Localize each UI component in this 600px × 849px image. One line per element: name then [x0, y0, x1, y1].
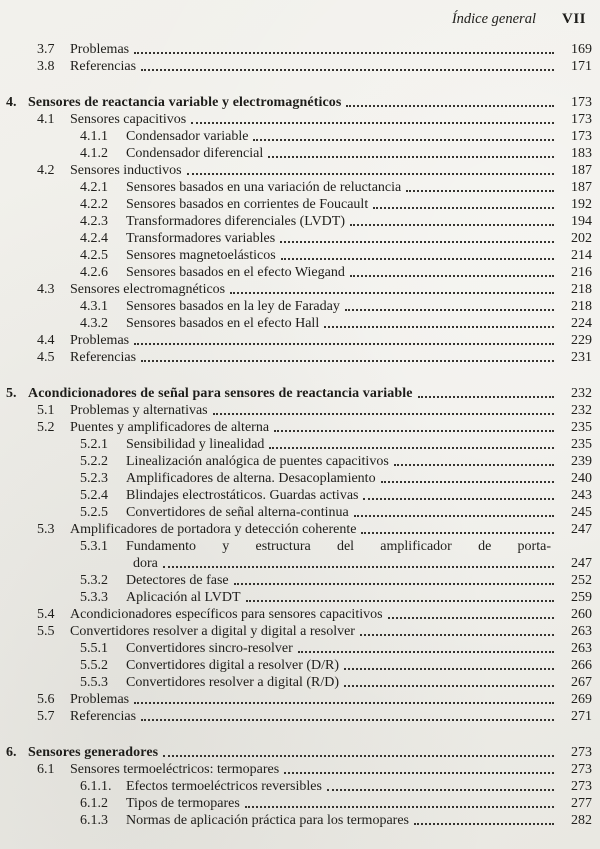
toc-entry-title: Problemas [70, 692, 130, 707]
leader-dots [363, 498, 554, 500]
toc-entry-page: 218 [571, 282, 592, 297]
toc-entry-page: 282 [571, 813, 592, 828]
toc-entry [6, 385, 592, 402]
toc-entry-page: 263 [571, 624, 592, 639]
toc-entry-title: Acondicionadores de señal para sensores de reactancia variable [28, 386, 413, 401]
toc-entry-number: 4.2.4 [80, 231, 108, 246]
toc-entry-title: Referencias [70, 709, 137, 724]
toc-entry-number: 4.2.1 [80, 180, 108, 195]
toc-entry [6, 795, 592, 812]
toc-entry [6, 572, 592, 589]
leader-dots [163, 755, 554, 757]
toc-entry-title: Acondicionadores específicos para sensores capacitivos [70, 607, 383, 622]
toc-entry-number: 3.7 [37, 42, 55, 57]
toc-entry-page: 247 [571, 556, 592, 571]
toc-entry [6, 419, 592, 436]
toc-entry [6, 179, 592, 196]
toc-entry [6, 487, 592, 504]
toc-entry-page: 263 [571, 641, 592, 656]
toc-entry [6, 470, 592, 487]
leader-dots [381, 481, 554, 483]
toc-entry [6, 453, 592, 470]
toc-entry-title: Sensores generadores [28, 745, 159, 760]
toc-entry [6, 504, 592, 521]
leader-dots [284, 772, 554, 774]
toc-entry-title: Referencias [70, 350, 137, 365]
toc-entry-number: 5.5.2 [80, 658, 108, 673]
leader-dots [344, 685, 554, 687]
toc-entry-number: 4.2.6 [80, 265, 108, 280]
toc-entry-page: 235 [571, 437, 592, 452]
toc-entry-page: 239 [571, 454, 592, 469]
toc-entry [6, 436, 592, 453]
toc-entry-title: Sensores termoeléctricos: termopares [70, 762, 280, 777]
toc-entry-page: 269 [571, 692, 592, 707]
leader-dots [350, 275, 554, 277]
toc-entry-number: 5. [6, 386, 17, 401]
toc-entry-number: 4.3.2 [80, 316, 108, 331]
toc-entry-page: 202 [571, 231, 592, 246]
leader-dots [230, 292, 554, 294]
leader-dots [344, 668, 554, 670]
leader-dots [246, 600, 554, 602]
toc-entry [6, 521, 592, 538]
toc-entry-number: 4.1.1 [80, 129, 108, 144]
leader-dots [414, 823, 554, 825]
toc-entry-title: Problemas [70, 42, 130, 57]
toc-entry-number: 5.2.4 [80, 488, 108, 503]
leader-dots [269, 447, 554, 449]
toc-entry [6, 315, 592, 332]
toc-entry-page: 232 [571, 403, 592, 418]
toc-entry-number: 5.2.5 [80, 505, 108, 520]
toc-entry-page: 232 [571, 386, 592, 401]
folio-page-number: VII [561, 11, 586, 27]
toc-entry-number: 4.2.5 [80, 248, 108, 263]
toc-entry [6, 196, 592, 213]
toc-entry-page: 216 [571, 265, 592, 280]
toc-entry-number: 5.3.1 [80, 539, 108, 554]
toc-entry [6, 264, 592, 281]
toc-entry-title: Amplificadores de portadora y detección coherente [70, 522, 357, 537]
toc-entry [6, 281, 592, 298]
leader-dots [360, 634, 554, 636]
toc-entry [6, 623, 592, 640]
toc-entry-title: Sensores basados en corrientes de Foucault [126, 197, 369, 212]
toc-entry-title: Sensores basados en el efecto Wiegand [126, 265, 345, 280]
toc-entry-page: 194 [571, 214, 592, 229]
toc-entry-title: Aplicación al LVDT [126, 590, 241, 605]
toc-entry-number: 4.3.1 [80, 299, 108, 314]
toc-entry [6, 606, 592, 623]
toc-entry-title: Problemas [70, 333, 130, 348]
leader-dots [354, 515, 554, 517]
toc-entry-page: 224 [571, 316, 592, 331]
leader-dots [418, 396, 554, 398]
toc-entry-title: Sensores electromagnéticos [70, 282, 226, 297]
toc-entry-page: 171 [571, 59, 592, 74]
toc-entry-number: 3.8 [37, 59, 55, 74]
toc-entry-page: 173 [571, 129, 592, 144]
toc-entry-title: Problemas y alternativas [70, 403, 208, 418]
leader-dots [268, 156, 554, 158]
toc-entry-number: 5.3 [37, 522, 55, 537]
toc-entry-title: Blindajes electrostáticos. Guardas activas [126, 488, 359, 503]
toc-entry-page: 243 [571, 488, 592, 503]
leader-dots [134, 702, 554, 704]
toc-entry-title: Convertidores resolver a digital (R/D) [126, 675, 340, 690]
toc-entries [6, 41, 592, 829]
leader-dots [245, 806, 554, 808]
toc-entry [6, 744, 592, 761]
toc-entry [6, 812, 592, 829]
toc-entry-number: 5.2.2 [80, 454, 108, 469]
toc-entry-title: Detectores de fase [126, 573, 229, 588]
toc-entry [6, 145, 592, 162]
toc-entry-number: 4.3 [37, 282, 55, 297]
leader-dots [324, 326, 554, 328]
toc-entry-page: 187 [571, 163, 592, 178]
toc-entry-page: 245 [571, 505, 592, 520]
toc-entry-page: 235 [571, 420, 592, 435]
toc-entry [6, 778, 592, 795]
toc-entry-number: 5.7 [37, 709, 55, 724]
toc-entry-number: 5.1 [37, 403, 55, 418]
leader-dots [394, 464, 554, 466]
toc-entry-page: 266 [571, 658, 592, 673]
toc-entry-title: Sensores inductivos [70, 163, 182, 178]
leader-dots [191, 122, 554, 124]
toc-entry-page: 183 [571, 146, 592, 161]
toc-entry-page: 273 [571, 779, 592, 794]
toc-entry-page: 247 [571, 522, 592, 537]
toc-entry [6, 230, 592, 247]
toc-entry [6, 247, 592, 264]
toc-entry-title: Sensores basados en el efecto Hall [126, 316, 320, 331]
toc-entry-number: 4. [6, 95, 17, 110]
leader-dots [134, 343, 554, 345]
toc-entry [6, 349, 592, 366]
toc-entry-page: 192 [571, 197, 592, 212]
toc-entry [6, 128, 592, 145]
toc-entry-page: 259 [571, 590, 592, 605]
toc-entry-number: 5.6 [37, 692, 55, 707]
toc-entry [6, 402, 592, 419]
toc-entry-page: 273 [571, 745, 592, 760]
leader-dots [141, 69, 554, 71]
toc-entry [6, 298, 592, 315]
toc-entry [6, 332, 592, 349]
toc-entry-number: 5.2 [37, 420, 55, 435]
toc-entry-number: 4.1.2 [80, 146, 108, 161]
toc-entry [6, 761, 592, 778]
toc-entry-number: 4.2.3 [80, 214, 108, 229]
leader-dots [234, 583, 554, 585]
toc-entry-number: 4.2.2 [80, 197, 108, 212]
toc-entry-title: Convertidores de señal alterna-continua [126, 505, 349, 520]
leader-dots [373, 207, 554, 209]
running-title: Índice general [451, 11, 536, 27]
toc-entry [6, 640, 592, 657]
toc-entry-title: Sensores capacitivos [70, 112, 187, 127]
toc-entry-title: Tipos de termopares [126, 796, 240, 811]
toc-entry-page: 240 [571, 471, 592, 486]
toc-entry-number: 6.1 [37, 762, 55, 777]
leader-dots [134, 52, 554, 54]
toc-entry-title: Condensador variable [126, 129, 249, 144]
toc-entry-title: Sensores de reactancia variable y electromagnéticos [28, 95, 342, 110]
toc-entry-number: 4.2 [37, 163, 55, 178]
toc-entry-title: Convertidores sincro-resolver [126, 641, 293, 656]
toc-entry-title: Amplificadores de alterna. Desacoplamiento [126, 471, 376, 486]
toc-entry-title: Convertidores resolver a digital y digital a resolver [70, 624, 355, 639]
toc-entry [6, 589, 592, 606]
toc-entry-number: 6.1.3 [80, 813, 108, 828]
toc-entry-number: 5.5.1 [80, 641, 108, 656]
toc-entry-title: Sensores basados en la ley de Faraday [126, 299, 340, 314]
toc-entry-title: Condensador diferencial [126, 146, 264, 161]
leader-dots [361, 532, 554, 534]
toc-entry-page: 173 [571, 95, 592, 110]
leader-dots [327, 789, 554, 791]
leader-dots [274, 430, 554, 432]
leader-dots [298, 651, 554, 653]
toc-entry [6, 58, 592, 75]
toc-entry-number: 5.2.1 [80, 437, 108, 452]
toc-entry [6, 162, 592, 179]
page-header [6, 10, 592, 28]
leader-dots [141, 360, 554, 362]
leader-dots [345, 309, 554, 311]
toc-entry-number: 4.5 [37, 350, 55, 365]
leader-dots [346, 105, 554, 107]
toc-entry-number: 6.1.1. [80, 779, 112, 794]
toc-entry-page: 169 [571, 42, 592, 57]
toc-entry-page: 229 [571, 333, 592, 348]
toc-entry-page: 214 [571, 248, 592, 263]
toc-entry-title: Sensores basados en una variación de reluctancia [126, 180, 402, 195]
toc-entry-page: 218 [571, 299, 592, 314]
toc-entry-title: Sensores magnetoelásticos [126, 248, 276, 263]
leader-dots [187, 173, 554, 175]
toc-entry-title-continuation: dora [133, 556, 158, 571]
toc-entry [6, 41, 592, 58]
toc-entry-continuation [6, 555, 592, 572]
toc-entry [6, 213, 592, 230]
toc-entry-title: Linealización analógica de puentes capacitivos [126, 454, 389, 469]
leader-dots [350, 224, 554, 226]
toc-entry-number: 5.3.2 [80, 573, 108, 588]
toc-entry-number: 4.1 [37, 112, 55, 127]
toc-entry-number: 5.2.3 [80, 471, 108, 486]
toc-entry [6, 708, 592, 725]
toc-entry-number: 5.5.3 [80, 675, 108, 690]
leader-dots [253, 139, 554, 141]
toc-entry [6, 691, 592, 708]
toc-entry-title: Referencias [70, 59, 137, 74]
leader-dots [281, 258, 554, 260]
toc-entry-title: Normas de aplicación práctica para los termopares [126, 813, 409, 828]
toc-entry-title: Transformadores diferenciales (LVDT) [126, 214, 346, 229]
toc-entry-page: 187 [571, 180, 592, 195]
toc-entry-title: Transformadores variables [126, 231, 276, 246]
toc-entry-title: Convertidores digital a resolver (D/R) [126, 658, 340, 673]
toc-entry [6, 657, 592, 674]
toc-entry-page: 173 [571, 112, 592, 127]
toc-entry-page: 277 [571, 796, 592, 811]
toc-entry-page: 267 [571, 675, 592, 690]
toc-entry-page: 273 [571, 762, 592, 777]
toc-entry [6, 111, 592, 128]
toc-entry-page: 252 [571, 573, 592, 588]
toc-entry-title: Sensibilidad y linealidad [126, 437, 265, 452]
leader-dots [280, 241, 554, 243]
leader-dots [141, 719, 554, 721]
toc-entry-page: 260 [571, 607, 592, 622]
toc-entry-number: 5.3.3 [80, 590, 108, 605]
toc-entry-title: Fundamento y estructura del amplificador de porta- [126, 539, 551, 554]
toc-entry-number: 5.5 [37, 624, 55, 639]
toc-entry [6, 94, 592, 111]
toc-entry-number: 4.4 [37, 333, 55, 348]
leader-dots [406, 190, 554, 192]
toc-entry-title: Puentes y amplificadores de alterna [70, 420, 270, 435]
leader-dots [163, 566, 554, 568]
toc-entry-page: 271 [571, 709, 592, 724]
toc-entry-page: 231 [571, 350, 592, 365]
toc-entry [6, 538, 592, 555]
leader-dots [213, 413, 554, 415]
toc-entry [6, 674, 592, 691]
toc-entry-number: 6.1.2 [80, 796, 108, 811]
toc-entry-title: Efectos termoeléctricos reversibles [126, 779, 322, 794]
leader-dots [388, 617, 554, 619]
toc-entry-number: 5.4 [37, 607, 55, 622]
toc-entry-number: 6. [6, 745, 17, 760]
